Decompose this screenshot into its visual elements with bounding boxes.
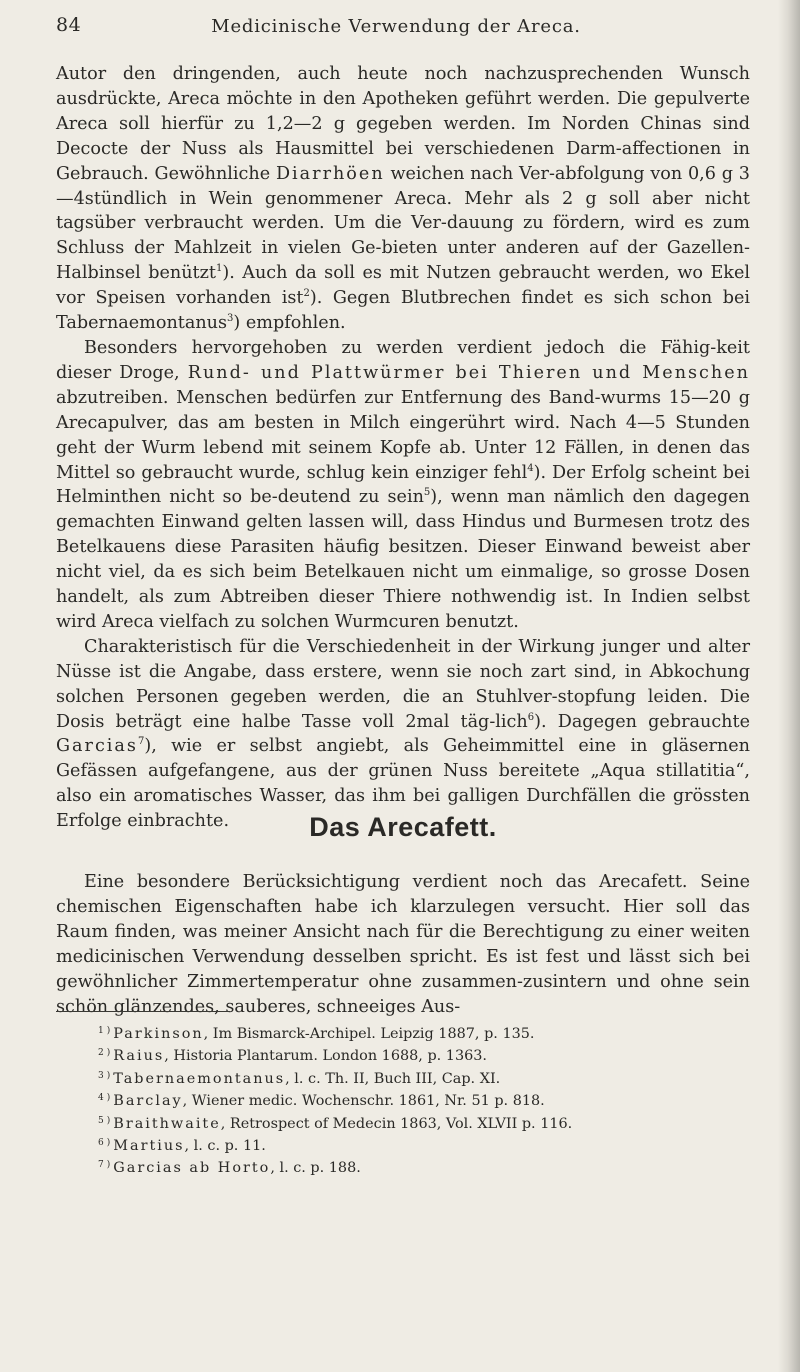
footnote-paren: ) — [106, 1026, 111, 1036]
footnote-paren: ) — [106, 1093, 111, 1104]
footnote-ref: 3 — [227, 313, 234, 325]
text-run: ), wenn man nämlich den dagegen gemachten Einwand gelten lassen will, dass Hindus und Burmesen trotz des Betelkauens diese Parasiten häufig besitzen. Dieser Einwand beweist aber nicht viel, da es sich beim Betelkauen nicht um einmalige, so grosse Dosen handelt, als zum Abtreiben dieser Thiere nothwendig ist. In Indien selbst wird Areca vielfach zu solchen Wurmcuren benutzt. — [56, 487, 750, 632]
footnote-ref: 2 — [303, 288, 310, 300]
footnote-mark: 2 — [98, 1048, 104, 1059]
footnote-text: , l. c. Th. II, Buch III, Cap. XI. — [285, 1070, 501, 1087]
paragraph-4: Eine besondere Berücksichtigung verdient noch das Arecafett. Seine chemischen Eigenschaften habe ich klarzulegen versucht. Hier soll das Raum finden, was meiner Ansicht nach für die Berechtigung zu einer weiten medicinischen Verwendung desselben spricht. Es ist fest und lässt sich bei gewöhnlicher Zimmertemperatur ohne zusammen-zusintern und ohne sein schön glänzendes, sauberes, schneeiges Aus- — [56, 872, 750, 1017]
footnote — [98, 1067, 738, 1089]
footnote-author: Tabernaemontanus — [113, 1070, 286, 1087]
footnote-author: Braithwaite — [113, 1115, 221, 1132]
footnote-ref: 5 — [423, 487, 431, 499]
footnote-text: , Wiener medic. Wochenschr. 1861, Nr. 51 p. 818. — [182, 1093, 545, 1110]
text-run: weichen nach Ver-abfolgung von 0,6 g 3—4stündlich in Wein genommener Areca. Mehr als 2 g soll aber nicht tagsüber verbraucht werden. Um die Ver-dauung zu fördern, wird es zum Schluss der Mahlzeit in vielen Ge-bieten unter anderen auf der Gazellen-Halbinsel benützt — [56, 163, 750, 284]
running-head — [56, 10, 736, 46]
footnote-ref: 4 — [527, 462, 534, 474]
footnote — [98, 1134, 738, 1156]
text-run: Besonders hervorgehoben zu werden verdient jedoch die Fähig-keit dieser Droge, — [56, 337, 750, 383]
footnote-mark: 7 — [98, 1160, 104, 1171]
footnote-ref: 7 — [137, 736, 145, 748]
footnote-author: Garcias ab Horto — [113, 1160, 271, 1177]
section-body — [56, 870, 750, 1019]
footnote-text: , l. c. p. 11. — [184, 1138, 266, 1155]
footnote-rule — [56, 1011, 230, 1012]
footnote — [98, 1089, 738, 1111]
footnote-mark: 4 — [98, 1093, 104, 1104]
paragraph-1 — [56, 62, 750, 336]
footnote-author: Parkinson — [113, 1026, 204, 1042]
footnote-author: Barclay — [113, 1093, 183, 1110]
footnote-mark: 6 — [98, 1138, 104, 1149]
footnote-ref: 1 — [215, 263, 223, 275]
footnote-paren: ) — [106, 1138, 111, 1149]
text-run: ). Dagegen gebrauchte — [534, 711, 750, 732]
text-run: ). Gegen Blutbrechen findet es sich schon bei Tabernaemontanus — [56, 288, 750, 334]
body-text — [56, 62, 750, 834]
footnote-paren: ) — [106, 1160, 111, 1171]
text-run: ) empfohlen. — [233, 313, 346, 334]
footnote-mark: 1 — [98, 1026, 104, 1036]
text-run: ). Auch da soll es mit Nutzen gebraucht werden, wo Ekel vor Speisen vorhanden ist — [56, 263, 750, 309]
text-run: Charakteristisch für die Verschiedenheit in der Wirkung junger und alter Nüsse ist die Angabe, dass erstere, wenn sie noch zart sind, in Abkochung solchen Personen gegeben werden, die an Stuhlver-stopfung leiden. Die Dosis beträgt eine halbe Tasse voll 2mal täg-lich — [56, 636, 750, 732]
spaced-term: Diarrhöen — [275, 163, 385, 184]
running-title: Medicinische Verwendung der Areca. — [211, 16, 581, 37]
paragraph-3 — [56, 635, 750, 834]
footnote-paren: ) — [106, 1115, 111, 1126]
text-run: ), wie er selbst angiebt, als Geheimmittel eine in gläsernen Gefässen aufgefangene, aus der grünen Nuss bereitete „Aqua stillatitia“, also ein aromatisches Wasser, das ihm bei galligen Durchfällen die grössten Erfolge einbrachte. — [56, 736, 750, 832]
footnote-text: , Im Bismarck-Archipel. Leipzig 1887, p. 135. — [203, 1026, 535, 1042]
text-run: abzutreiben. Menschen bedürfen zur Entfernung des Band-wurms 15—20 g Arecapulver, das am besten in Milch eingerührt wird. Nach 4—5 Stunden geht der Wurm lebend mit seinem Kopfe ab. Unter 12 Fällen, in denen das Mittel so gebraucht wurde, schlug kein einziger fehl — [56, 387, 750, 483]
footnote-paren: ) — [106, 1048, 111, 1059]
paragraph-2 — [56, 336, 750, 635]
footnote-paren: ) — [106, 1070, 111, 1081]
footnote-text: , l. c. p. 188. — [270, 1160, 361, 1177]
footnote-text: , Retrospect of Medecin 1863, Vol. XLVII p. 116. — [220, 1115, 573, 1132]
spaced-term: Garcias — [56, 736, 138, 757]
footnote-author: Martius — [113, 1138, 185, 1155]
footnote — [98, 1022, 738, 1044]
page-edge-shadow — [778, 0, 800, 1372]
footnote-ref: 6 — [527, 711, 535, 723]
footnote-mark: 5 — [98, 1115, 104, 1126]
footnote-mark: 3 — [98, 1070, 104, 1081]
footnote — [98, 1112, 738, 1134]
footnote — [98, 1156, 738, 1178]
section-heading: Das Arecafett. — [309, 812, 497, 842]
text-run: ). Der Erfolg scheint bei Helminthen nicht so be-deutend zu sein — [56, 462, 750, 508]
page-number: 84 — [56, 14, 82, 36]
footnote — [98, 1044, 738, 1066]
footnote-author: Raius — [113, 1048, 165, 1065]
text-run: Autor den dringenden, auch heute noch nachzusprechenden Wunsch ausdrückte, Areca möchte in den Apotheken geführt werden. Die gepulverte Areca soll hierfür zu 1,2—2 g gegeben werden. Im Norden Chinas sind Decocte der Nuss als Hausmittel bei verschiedenen Darm-affectionen in Gebrauch. Gewöhnliche — [56, 64, 750, 184]
footnotes — [98, 1022, 738, 1179]
spaced-term: Rund- und Plattwürmer bei Thieren und Menschen — [187, 362, 750, 383]
footnote-text: , Historia Plantarum. London 1688, p. 1363. — [164, 1048, 488, 1065]
